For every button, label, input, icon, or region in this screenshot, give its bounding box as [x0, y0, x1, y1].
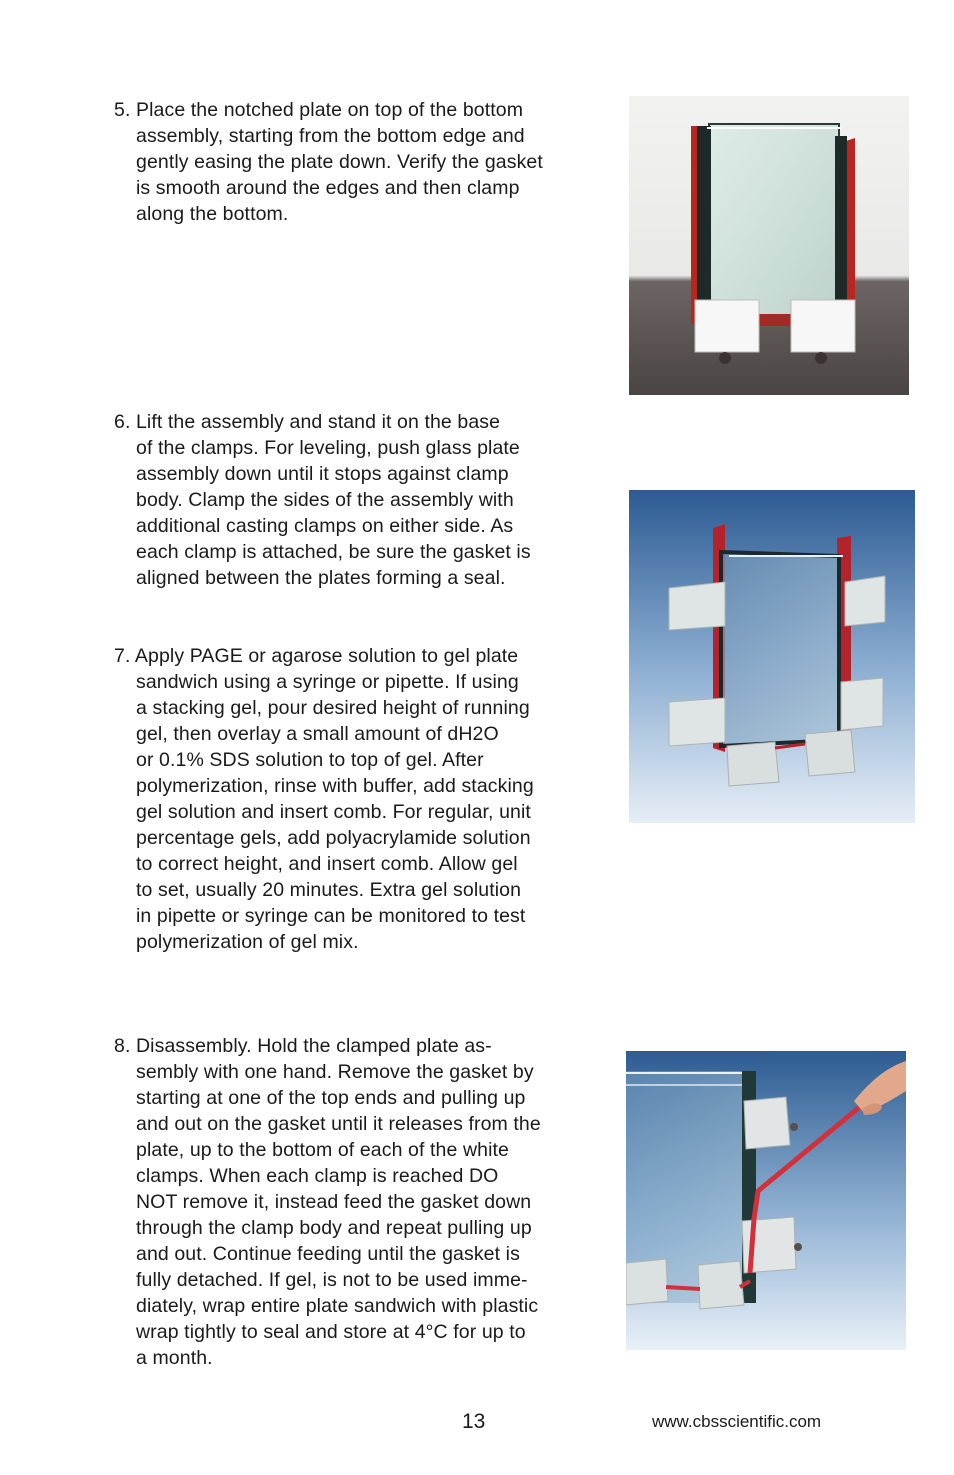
text-line: sembly with one hand. Remove the gasket by: [136, 1061, 534, 1083]
text-line: 8. Disassembly. Hold the clamped plate as-: [114, 1035, 492, 1057]
text-line: aligned between the plates forming a seal.: [136, 567, 506, 589]
text-line: assembly down until it stops against clamp: [136, 463, 509, 485]
text-line: a stacking gel, pour desired height of running: [136, 697, 530, 719]
photo-gasket-removal: [626, 1051, 906, 1350]
text-line: and out. Continue feeding until the gasket is: [136, 1243, 520, 1265]
step-8-text: [114, 1033, 594, 1371]
text-line: sandwich using a syringe or pipette. If using: [136, 671, 519, 693]
text-line: along the bottom.: [136, 203, 289, 225]
text-line: body. Clamp the sides of the assembly with: [136, 489, 514, 511]
text-line: fully detached. If gel, is not to be used imme-: [136, 1269, 528, 1291]
text-line: plate, up to the bottom of each of the white: [136, 1139, 509, 1161]
text-line: 5. Place the notched plate on top of the bottom: [114, 99, 524, 121]
text-line: to set, usually 20 minutes. Extra gel solution: [136, 879, 522, 901]
text-line: is smooth around the edges and then clamp: [136, 177, 520, 199]
text-line: 7. Apply PAGE or agarose solution to gel plate: [114, 645, 519, 667]
step-6-text: [114, 409, 594, 591]
text-line: polymerization, rinse with buffer, add stacking: [136, 775, 534, 797]
website-url: www.cbsscientific.com: [652, 1412, 822, 1431]
text-line: and out on the gasket until it releases from the: [136, 1113, 541, 1135]
text-line: gel solution and insert comb. For regular, unit: [136, 801, 531, 823]
text-line: each clamp is attached, be sure the gasket is: [136, 541, 531, 563]
step-5-text: [114, 97, 594, 227]
text-line: clamps. When each clamp is reached DO: [136, 1165, 499, 1187]
text-line: wrap tightly to seal and store at 4°C for up to: [136, 1321, 526, 1343]
step-7-text: [114, 643, 594, 955]
photo-notched-plate-assembly: [629, 96, 909, 395]
text-line: 6. Lift the assembly and stand it on the base: [114, 411, 501, 433]
text-line: gel, then overlay a small amount of dH2O: [136, 723, 499, 745]
photo-clamped-assembly: [629, 490, 915, 823]
text-line: additional casting clamps on either side. As: [136, 515, 514, 537]
text-line: assembly, starting from the bottom edge and: [136, 125, 525, 147]
text-line: in pipette or syringe can be monitored to test: [136, 905, 526, 927]
text-line: a month.: [136, 1347, 213, 1369]
text-line: diately, wrap entire plate sandwich with plastic: [136, 1295, 539, 1317]
text-line: percentage gels, add polyacrylamide solution: [136, 827, 531, 849]
text-line: to correct height, and insert comb. Allow gel: [136, 853, 518, 875]
text-line: through the clamp body and repeat pulling up: [136, 1217, 532, 1239]
page-number: 13: [462, 1410, 486, 1433]
text-line: or 0.1% SDS solution to top of gel. After: [136, 749, 484, 771]
text-line: gently easing the plate down. Verify the gasket: [136, 151, 543, 173]
text-line: polymerization of gel mix.: [136, 931, 359, 953]
text-line: starting at one of the top ends and pulling up: [136, 1087, 526, 1109]
text-line: of the clamps. For leveling, push glass plate: [136, 437, 520, 459]
text-line: NOT remove it, instead feed the gasket down: [136, 1191, 532, 1213]
